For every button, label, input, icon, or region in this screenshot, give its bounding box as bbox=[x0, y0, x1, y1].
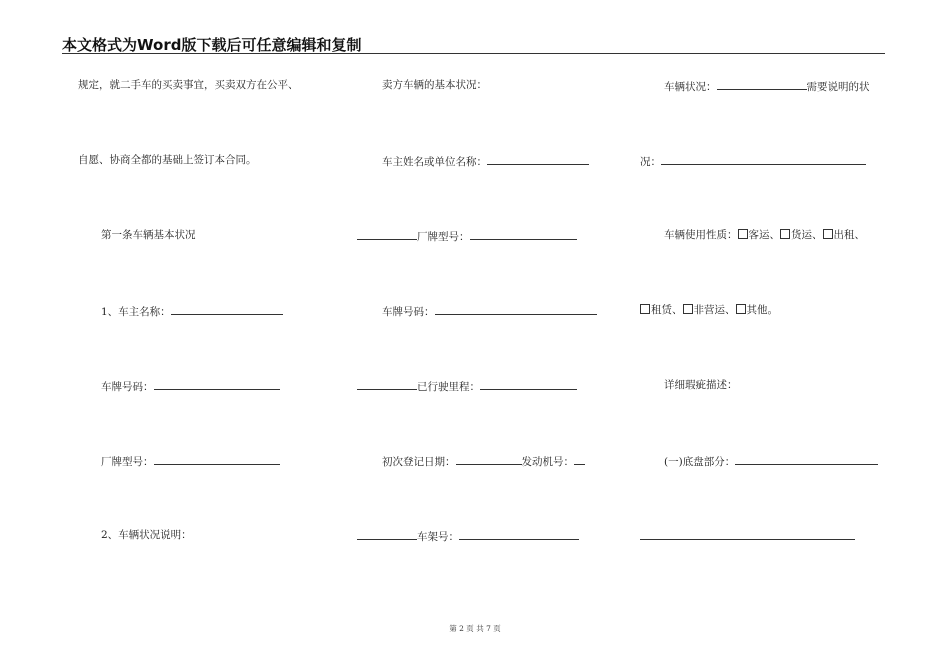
vehicle-status-label: 车辆状况： bbox=[664, 81, 717, 93]
middle-line-1 bbox=[382, 78, 487, 92]
section-heading-text: 第一条车辆基本状况 bbox=[101, 229, 196, 241]
status-continuation-blank[interactable] bbox=[661, 153, 866, 165]
engine-number-label: 发动机号： bbox=[521, 456, 574, 468]
usage-nature-label: 车辆使用性质： bbox=[664, 229, 738, 241]
section-heading-vehicle-basic bbox=[101, 228, 196, 242]
option-lease: 租赁、 bbox=[651, 304, 683, 316]
mileage-prefix-blank[interactable] bbox=[357, 378, 417, 390]
chassis-continuation-blank[interactable] bbox=[640, 528, 855, 540]
checkbox-lease[interactable] bbox=[640, 304, 650, 314]
chassis-continuation-row bbox=[640, 528, 855, 544]
first-registration-blank[interactable] bbox=[456, 453, 522, 465]
engine-number-blank[interactable] bbox=[574, 453, 585, 465]
frame-number-prefix-blank[interactable] bbox=[357, 528, 417, 540]
middle-brand-model-label: 厂牌型号： bbox=[417, 231, 470, 243]
vehicle-condition-heading bbox=[101, 528, 192, 542]
checkbox-taxi[interactable] bbox=[823, 229, 833, 239]
owner-name-blank[interactable] bbox=[171, 303, 283, 315]
checkbox-non-operating[interactable] bbox=[683, 304, 693, 314]
header-rule bbox=[62, 53, 885, 54]
left-line-2-text: 自愿、协商全都的基础上签订本合同。 bbox=[78, 154, 257, 166]
option-freight: 货运、 bbox=[791, 229, 823, 241]
defect-description-label: 详细瑕疵描述： bbox=[664, 379, 738, 391]
chassis-row bbox=[664, 453, 878, 469]
owner-name-label: 1、车主名称： bbox=[101, 306, 171, 318]
vehicle-status-row bbox=[664, 78, 870, 94]
left-line-1 bbox=[78, 78, 299, 92]
registration-engine-row bbox=[382, 453, 585, 469]
plate-number-row bbox=[101, 378, 280, 394]
left-line-2 bbox=[78, 153, 257, 167]
option-passenger: 客运、 bbox=[748, 229, 780, 241]
owner-name-row bbox=[101, 303, 283, 319]
owner-or-unit-blank[interactable] bbox=[487, 153, 589, 165]
usage-nature-row-2 bbox=[640, 303, 778, 317]
brand-model-label: 厂牌型号： bbox=[101, 456, 154, 468]
option-non-operating: 非营运、 bbox=[693, 304, 736, 316]
chassis-blank[interactable] bbox=[735, 453, 878, 465]
status-continuation-label: 况： bbox=[640, 156, 661, 168]
frame-number-label: 车架号： bbox=[417, 531, 459, 543]
needs-explanation-text: 需要说明的状 bbox=[806, 81, 870, 93]
plate-number-label: 车牌号码： bbox=[101, 381, 154, 393]
owner-or-unit-row bbox=[382, 153, 589, 169]
mileage-row bbox=[357, 378, 577, 394]
owner-or-unit-label: 车主姓名或单位名称： bbox=[382, 156, 487, 168]
vehicle-condition-heading-text: 2、车辆状况说明： bbox=[101, 529, 192, 541]
mileage-blank[interactable] bbox=[480, 378, 577, 390]
chassis-label: (一)底盘部分： bbox=[664, 456, 736, 468]
option-other: 其他。 bbox=[746, 304, 778, 316]
mileage-label: 已行驶里程： bbox=[417, 381, 480, 393]
usage-nature-row bbox=[664, 228, 865, 242]
middle-plate-number-blank[interactable] bbox=[435, 303, 597, 315]
checkbox-other[interactable] bbox=[736, 304, 746, 314]
middle-brand-model-prefix-blank[interactable] bbox=[357, 228, 417, 240]
brand-model-blank[interactable] bbox=[154, 453, 280, 465]
defect-description-row bbox=[664, 378, 738, 392]
brand-model-row bbox=[101, 453, 280, 469]
seller-vehicle-basic-text: 卖方车辆的基本状况： bbox=[382, 79, 487, 91]
middle-brand-model-blank[interactable] bbox=[470, 228, 577, 240]
option-taxi: 出租、 bbox=[833, 229, 865, 241]
page-number-footer: 第 2 页 共 7 页 bbox=[449, 624, 501, 633]
middle-brand-model-row bbox=[357, 228, 577, 244]
first-registration-label: 初次登记日期： bbox=[382, 456, 456, 468]
middle-plate-number-row bbox=[382, 303, 597, 319]
plate-number-blank[interactable] bbox=[154, 378, 280, 390]
frame-number-row bbox=[357, 528, 579, 544]
left-line-1-text: 规定，就二手车的买卖事宜，买卖双方在公平、 bbox=[78, 79, 299, 91]
frame-number-blank[interactable] bbox=[459, 528, 579, 540]
checkbox-passenger[interactable] bbox=[738, 229, 748, 239]
status-continuation-row bbox=[640, 153, 866, 169]
checkbox-freight[interactable] bbox=[780, 229, 790, 239]
middle-plate-number-label: 车牌号码： bbox=[382, 306, 435, 318]
document-header-title: 本文格式为Word版下载后可任意编辑和复制 bbox=[62, 36, 362, 54]
vehicle-status-blank[interactable] bbox=[717, 78, 807, 90]
